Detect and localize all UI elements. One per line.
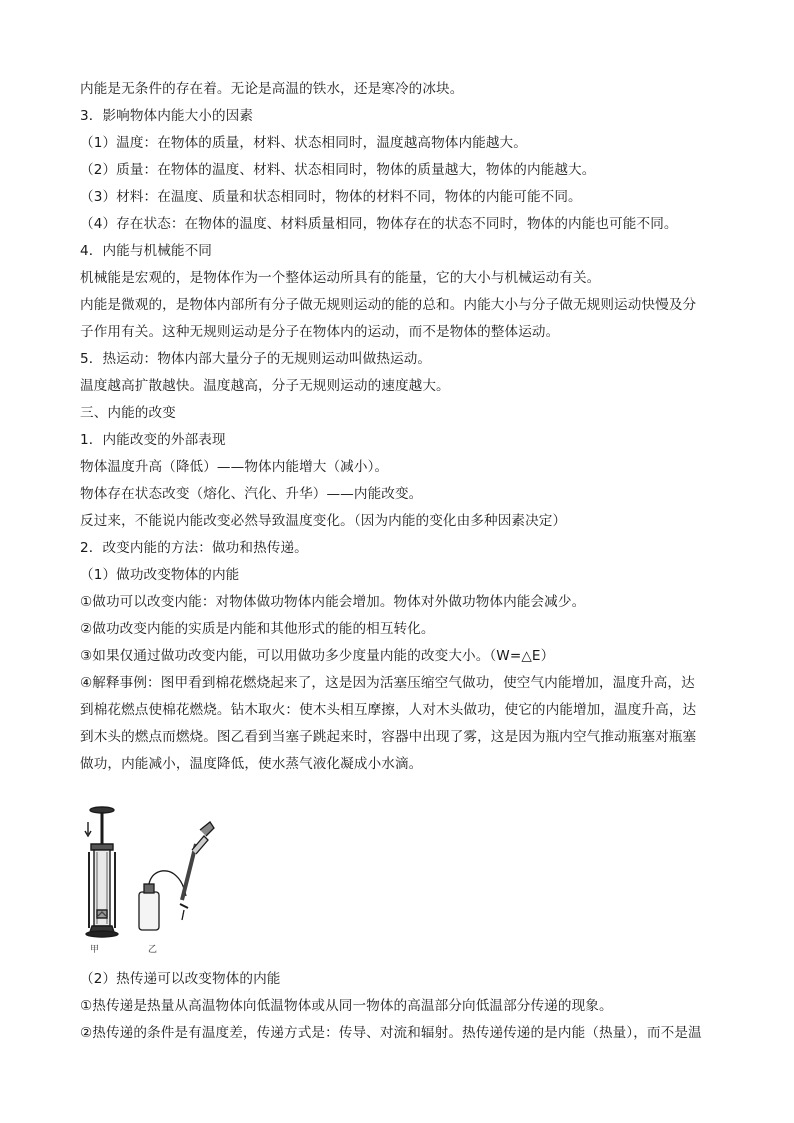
- subheading-work: （1）做功改变物体的内能: [80, 567, 240, 583]
- text-line: 内能是无条件的存在着。无论是高温的铁水，还是寒冷的冰块。: [80, 81, 464, 97]
- text-line: 到木头的燃点而燃烧。图乙看到当塞子跳起来时，容器中出现了雾，这是因为瓶内空气推动瓶塞对瓶塞: [80, 729, 697, 745]
- text-line: 做功，内能减小，温度降低，使水蒸气液化凝成小水滴。: [80, 756, 423, 772]
- heading-factors: 3．影响物体内能大小的因素: [80, 108, 254, 124]
- text-line: （3）材料：在温度、质量和状态相同时，物体的材料不同，物体的内能可能不同。: [80, 189, 582, 205]
- text-line: ③如果仅通过做功改变内能，可以用做功多少度量内能的改变大小。（W=△E）: [80, 648, 555, 664]
- caption-jia: 甲: [90, 945, 100, 955]
- heading-external: 1．内能改变的外部表现: [80, 432, 226, 448]
- text-line: 温度越高扩散越快。温度越高，分子无规则运动的速度越大。: [80, 378, 450, 394]
- text-line: ①做功可以改变内能：对物体做功物体内能会增加。物体对外做功物体内能会减少。: [80, 594, 586, 610]
- bottle-apparatus-icon: [139, 822, 214, 930]
- text-line: ④解释事例：图甲看到棉花燃烧起来了，这是因为活塞压缩空气做功，使空气内能增加，温度升高，达: [80, 675, 695, 691]
- piston-apparatus-icon: [85, 807, 118, 937]
- subheading-heat-transfer: （2）热传递可以改变物体的内能: [80, 971, 281, 987]
- text-block-bottom: [80, 966, 720, 1047]
- text-line: 物体温度升高（降低）——物体内能增大（减小）。: [80, 459, 389, 475]
- experiment-illustration: [84, 792, 224, 942]
- heading-thermal-motion: 5．热运动：物体内部大量分子的无规则运动叫做热运动。: [80, 351, 432, 367]
- experiment-figure: [80, 792, 720, 960]
- text-line: （1）温度：在物体的质量，材料、状态相同时，温度越高物体内能越大。: [80, 135, 527, 151]
- text-line: （4）存在状态：在物体的温度、材料质量相同，物体存在的状态不同时，物体的内能也可能不同。: [80, 216, 678, 232]
- text-block-top: [80, 76, 720, 778]
- document-page: [80, 76, 720, 1047]
- heading-methods: 2．改变内能的方法：做功和热传递。: [80, 540, 308, 556]
- section-heading: 三、内能的改变: [80, 405, 176, 421]
- text-line: 到棉花燃点使棉花燃烧。钻木取火：使木头相互摩擦，人对木头做功，使它的内能增加，温度升高，达: [80, 702, 697, 718]
- text-line: 反过来，不能说内能改变必然导致温度变化。（因为内能的变化由多种因素决定）: [80, 513, 567, 529]
- text-line: 物体存在状态改变（熔化、汽化、升华）——内能改变。: [80, 486, 423, 502]
- text-line: 内能是微观的，是物体内部所有分子做无规则运动的能的总和。内能大小与分子做无规则运动快慢及分: [80, 297, 697, 313]
- heading-difference: 4．内能与机械能不同: [80, 243, 212, 259]
- text-line: ②热传递的条件是有温度差，传递方式是：传导、对流和辐射。热传递传递的是内能（热量），而不是温: [80, 1025, 702, 1041]
- text-line: 子作用有关。这种无规则运动是分子在物体内的运动，而不是物体的整体运动。: [80, 324, 560, 340]
- text-line: ①热传递是热量从高温物体向低温物体或从同一物体的高温部分向低温部分传递的现象。: [80, 998, 613, 1014]
- text-line: ②做功改变内能的实质是内能和其他形式的能的相互转化。: [80, 621, 435, 637]
- text-line: 机械能是宏观的，是物体作为一个整体运动所具有的能量，它的大小与机械运动有关。: [80, 270, 601, 286]
- caption-yi: 乙: [148, 945, 158, 955]
- text-line: （2）质量：在物体的温度、材料、状态相同时，物体的质量越大，物体的内能越大。: [80, 162, 596, 178]
